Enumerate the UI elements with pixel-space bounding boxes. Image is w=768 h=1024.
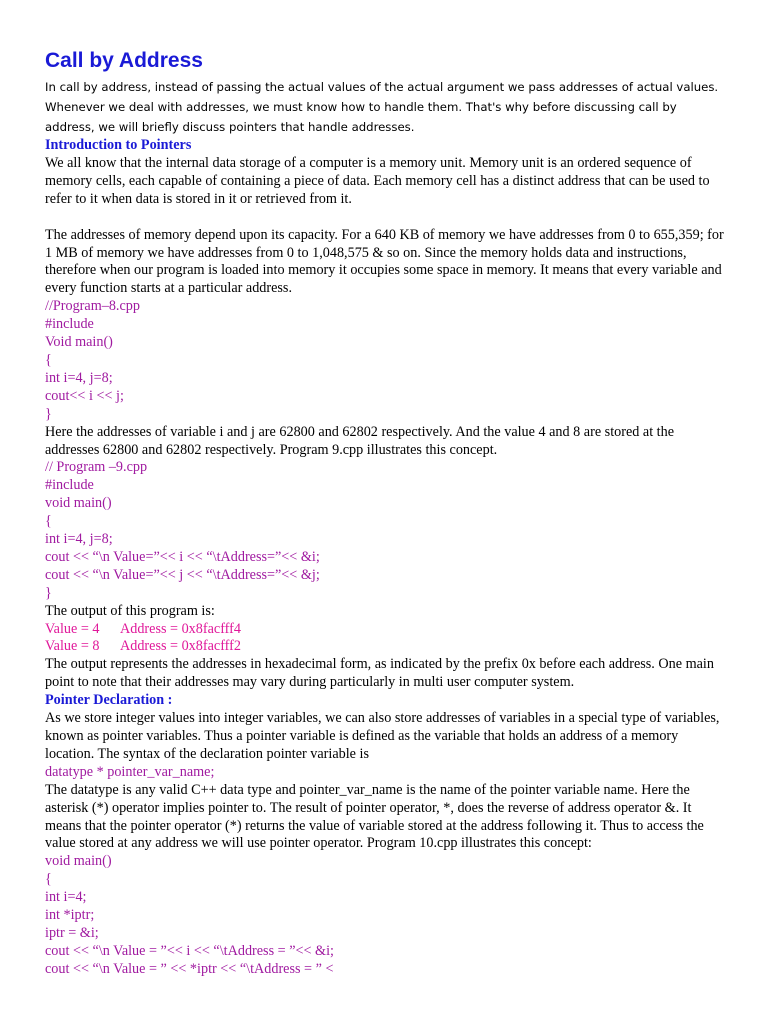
output-address: Address = 0x8facfff4 xyxy=(120,620,241,637)
code-line: int *iptr; xyxy=(45,907,95,924)
output-address: Address = 0x8facfff2 xyxy=(120,638,241,655)
code-syntax-line: datatype * pointer_var_name; xyxy=(45,763,215,780)
code-line: int i=4; xyxy=(45,889,87,906)
section-heading-pointer-declaration: Pointer Declaration : xyxy=(45,692,173,709)
code-line: { xyxy=(45,513,52,530)
code-line: Void main() xyxy=(45,334,113,351)
code-block-program8 xyxy=(45,298,725,423)
paragraph-spacer xyxy=(45,209,725,227)
code-line: } xyxy=(45,584,52,601)
code-line: cout << “\n Value = ” << *iptr << “\tAddress = ” < xyxy=(45,960,334,977)
paragraph-memory-addresses: The addresses of memory depend upon its capacity. For a 640 KB of memory we have addresses from 0 to 655,359; for 1 MB of memory we have addresses from 0 to 1,048,575 & so on. Since the memory holds data and instructions, therefore when our program is loaded into memory it occupies some space in memory. It means that every variable and every function starts at a particular address. xyxy=(45,226,724,297)
code-line: iptr = &i; xyxy=(45,924,99,941)
code-block-program9 xyxy=(45,459,725,602)
paragraph-pointer-variables: As we store integer values into integer variables, we can also store addresses of variables in a special type of variables, known as pointer variables. Thus a pointer variable is defined as the variable that holds an address of a memory location. The syntax of the declaration pointer variable is xyxy=(45,710,720,762)
code-line: #include xyxy=(45,316,94,333)
program-output xyxy=(45,621,725,657)
section-heading-pointers: Introduction to Pointers xyxy=(45,137,192,153)
code-line: // Program –9.cpp xyxy=(45,459,148,476)
code-line: cout << “\n Value=”<< i << “\tAddress=”<< &i; xyxy=(45,548,320,565)
output-line xyxy=(45,621,725,639)
output-value: Value = 8 xyxy=(45,638,100,655)
intro-paragraph: In call by address, instead of passing the actual values of the actual argument we pass addresses of actual values. Whenever we deal with addresses, we must know how to handle them. That's why before discussing call by address, we will briefly discuss pointers that handle addresses. xyxy=(45,80,719,134)
document-page xyxy=(45,48,725,979)
output-line xyxy=(45,638,725,656)
code-line: void main() xyxy=(45,853,112,870)
code-line: cout << “\n Value = ”<< i << “\tAddress = ”<< &i; xyxy=(45,942,334,959)
paragraph-output-intro: The output of this program is: xyxy=(45,602,215,619)
paragraph-output-explanation: The output represents the addresses in hexadecimal form, as indicated by the prefix 0x before each address. One main point to note that their addresses may vary during particularly in multi user computer system. xyxy=(45,656,714,691)
paragraph-memory-unit: We all know that the internal data storage of a computer is a memory unit. Memory unit is an ordered sequence of memory cells, each capable of containing a piece of data. Each memory cell has a distinct address that can be used to refer to it when data is stored in it or retrieved from it. xyxy=(45,154,710,207)
paragraph-pointer-operator: The datatype is any valid C++ data type and pointer_var_name is the name of the pointer variable name. Here the asterisk (*) operator implies pointer to. The result of pointer operator, *, does the reverse of address operator &. It means that the pointer operator (*) returns the value of variable stored at the address following it. Thus to access the value stored at any address we will use pointer operator. Program 10.cpp illustrates this concept: xyxy=(45,781,704,852)
code-line: cout << “\n Value=”<< j << “\tAddress=”<< &j; xyxy=(45,566,320,583)
code-line: { xyxy=(45,351,52,368)
code-line: //Program–8.cpp xyxy=(45,298,140,315)
code-line: cout<< i << j; xyxy=(45,387,124,404)
paragraph-variable-addresses: Here the addresses of variable i and j are 62800 and 62802 respectively. And the value 4 and 8 are stored at the addresses 62800 and 62802 respectively. Program 9.cpp illustrates this concept. xyxy=(45,423,675,458)
page-title: Call by Address xyxy=(45,49,203,72)
code-line: } xyxy=(45,405,52,422)
code-line: void main() xyxy=(45,495,112,512)
code-line: { xyxy=(45,871,52,888)
code-line: int i=4, j=8; xyxy=(45,531,113,548)
code-line: int i=4, j=8; xyxy=(45,369,113,386)
output-value: Value = 4 xyxy=(45,620,100,637)
code-line: #include xyxy=(45,477,94,494)
code-block-program10 xyxy=(45,853,725,978)
